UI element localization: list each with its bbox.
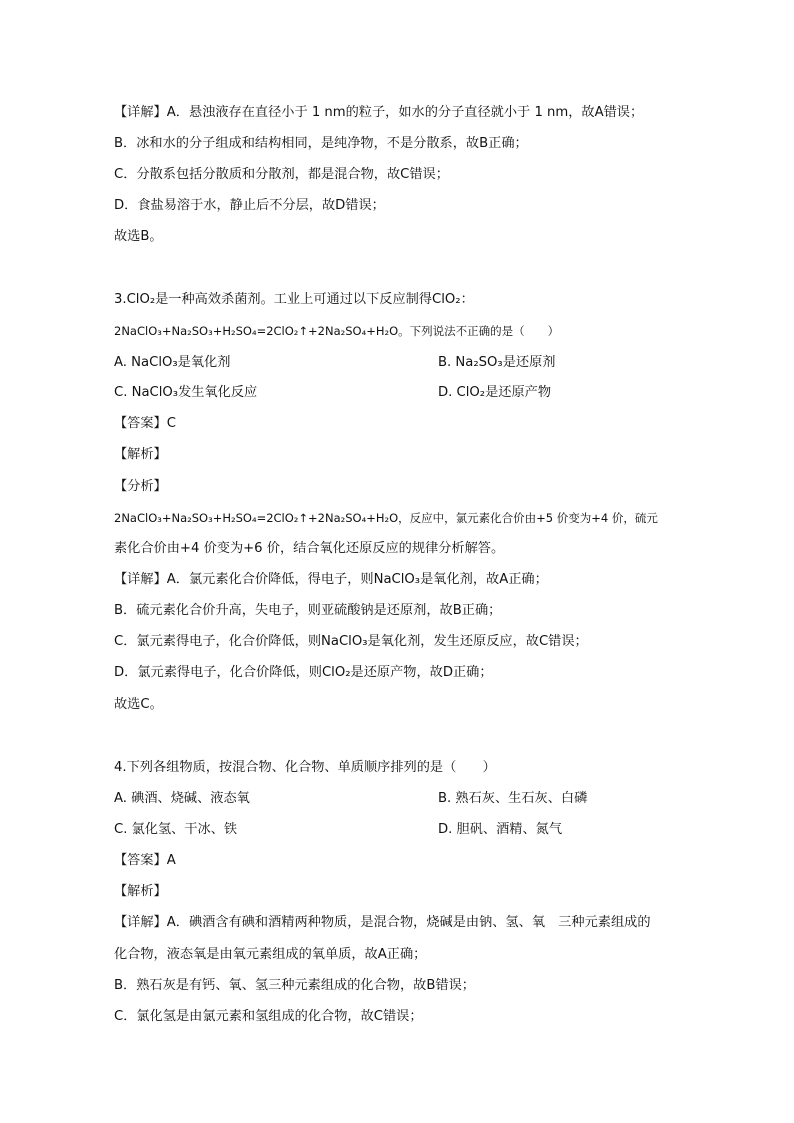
option-a: A. NaClO₃是氧化剂	[114, 355, 231, 370]
option-d: D. 胆矾、酒精、氮气	[438, 822, 563, 837]
question-4-stem: 4.下列各组物质，按混合物、化合物、单质顺序排列的是（ ）	[114, 760, 496, 775]
option-d: D. ClO₂是还原产物	[438, 385, 552, 400]
text-line: 素化合价由+4 价变为+6 价，结合氧化还原反应的规律分析解答。	[114, 541, 505, 556]
option-c: C. NaClO₃发生氧化反应	[114, 385, 258, 400]
question-3-stem: 3.ClO₂是一种高效杀菌剂。工业上可通过以下反应制得ClO₂：	[114, 292, 474, 307]
text-line: B．冰和水的分子组成和结构相同，是纯净物，不是分散系，故B正确；	[114, 136, 528, 151]
analysis-label: 【解析】	[114, 447, 167, 462]
option-a: A. 碘酒、烧碱、液态氧	[114, 791, 250, 806]
text-line: 化合物，液态氧是由氧元素组成的氧单质，故A正确；	[114, 947, 427, 962]
text-line: 故选C。	[114, 697, 163, 712]
text-line: C．分散系包括分散质和分散剂，都是混合物，故C错误；	[114, 167, 449, 182]
answer-label: 【答案】C	[114, 416, 176, 431]
text-line: C．氯化氢是由氯元素和氢组成的化合物，故C错误；	[114, 1009, 423, 1024]
text-line: 【详解】A．氯元素化合价降低，得电子，则NaClO₃是氧化剂，故A正确；	[114, 572, 548, 587]
question-3-equation: 2NaClO₃+Na₂SO₃+H₂SO₄=2ClO₂↑+2Na₂SO₄+H₂O。下列说法不正确的是（ ）	[114, 324, 560, 338]
text-line: 【详解】A．悬浊液存在直径小于 1 nm的粒子，如水的分子直径就小于 1 nm，故A错误；	[114, 105, 644, 120]
text-line: B．硫元素化合价升高，失电子，则亚硫酸钠是还原剂，故B正确；	[114, 603, 502, 618]
text-line: 【详解】A．碘酒含有碘和酒精两种物质，是混合物，烧碱是由钠、氢、氧 三种元素组成的	[114, 915, 651, 930]
text-line: D．氯元素得电子，化合价降低，则ClO₂是还原产物，故D正确；	[114, 665, 493, 680]
option-c: C. 氯化氢、干冰、铁	[114, 822, 238, 837]
analysis-label: 【解析】	[114, 884, 167, 899]
text-line: 故选B。	[114, 229, 163, 244]
analysis-sub-label: 【分析】	[114, 479, 167, 494]
text-line: 2NaClO₃+Na₂SO₃+H₂SO₄=2ClO₂↑+2Na₂SO₄+H₂O，反应中，氯元素化合价由+5 价变为+4 价，硫元	[114, 511, 658, 525]
option-b: B. 熟石灰、生石灰、白磷	[438, 791, 588, 806]
text-line: D．食盐易溶于水，静止后不分层，故D错误；	[114, 198, 385, 213]
answer-label: 【答案】A	[114, 853, 176, 868]
text-line: B．熟石灰是有钙、氧、氢三种元素组成的化合物，故B错误；	[114, 978, 475, 993]
text-line: C．氯元素得电子，化合价降低，则NaClO₃是氧化剂，发生还原反应，故C错误；	[114, 634, 588, 649]
option-b: B. Na₂SO₃是还原剂	[438, 355, 556, 370]
